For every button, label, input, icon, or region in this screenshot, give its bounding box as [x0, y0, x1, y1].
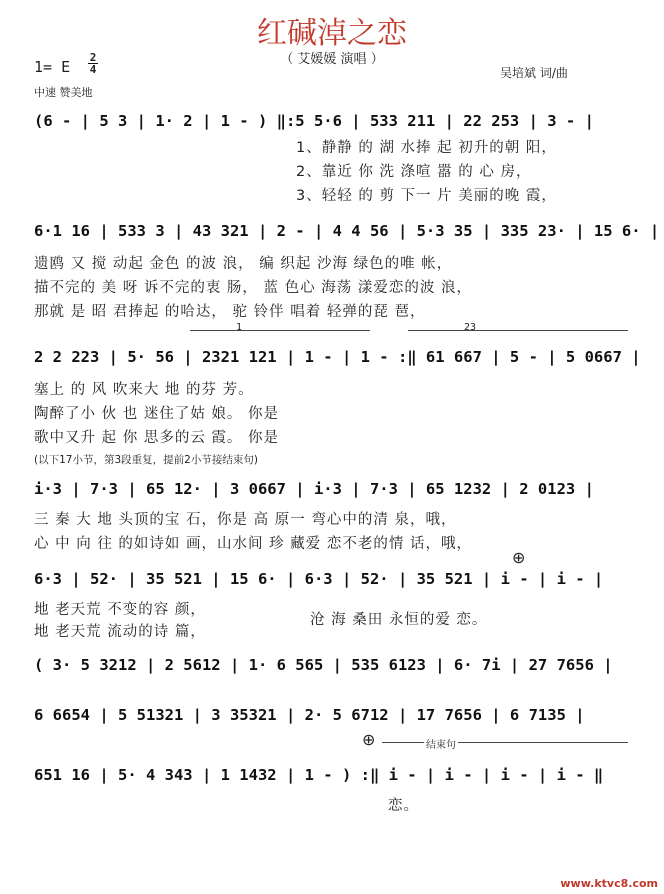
- volta-1-label: 1: [236, 322, 243, 333]
- system-8-lyric-end: 恋。: [388, 798, 419, 814]
- system-2-lyric-3: 那就 是 昭 君捧起 的哈达， 驼 铃伴 唱着 轻弹的琵 琶，: [34, 304, 426, 320]
- performance-note: (以下17小节，第3段重复，提前2小节接结束句): [34, 454, 258, 466]
- key-signature: 1= E: [34, 58, 71, 76]
- system-5-lyric-1: 地 老天荒 不变的容 颜，: [34, 602, 206, 618]
- system-4-lyric-1: 三 秦 大 地 头顶的宝 石，你是 高 原一 弯心中的清 泉，哦，: [34, 512, 457, 528]
- system-1-lyric-2: 2、靠近 你 洗 涤喧 嚣 的 心 房，: [296, 164, 532, 180]
- meter-top: 2: [89, 51, 97, 64]
- meter-bottom: 4: [89, 63, 97, 76]
- system-1-lyric-1: 1、静静 的 湖 水捧 起 初升的朝 阳，: [296, 140, 557, 156]
- system-7-notes: 6 6654 | 5 51321 | 3 35321 | 2· 5 6712 | 17 7656 | 6 7135 |: [34, 706, 585, 724]
- volta-2-bracket: [408, 330, 628, 331]
- song-title: 红碱淖之恋: [257, 16, 407, 51]
- coda-bracket: [382, 742, 628, 743]
- system-4-notes: i·3 | 7·3 | 65 12· | 3 0667 | i·3 | 7·3 | 65 1232 | 2 0123 |: [34, 480, 594, 498]
- system-3-lyric-1: 塞上 的 风 吹来大 地 的芬 芳。: [34, 382, 254, 398]
- system-2-lyric-2: 描不完的 美 呀 诉不完的衷 肠， 蓝 色心 海荡 漾爱恋的波 浪，: [34, 280, 472, 296]
- system-1-notes: (6 - | 5 3 | 1· 2 | 1 - ) ‖:5 5·6 | 533 211 | 22 253 | 3 - |: [34, 112, 594, 130]
- volta-1-bracket: [190, 330, 370, 331]
- system-4-lyric-2: 心 中 向 往 的如诗如 画，山水间 珍 藏爱 恋不老的情 话，哦，: [34, 536, 472, 552]
- system-2-lyric-1: 遗鸥 又 搅 动起 金色 的波 浪， 编 织起 沙海 绿色的唯 帐，: [34, 256, 453, 272]
- coda-label: 结束句: [424, 736, 458, 751]
- time-signature: [88, 52, 98, 75]
- coda-sign-icon: ⊕: [512, 548, 526, 567]
- system-3-lyric-2: 陶醉了小 伙 也 迷住了姑 娘。 你是: [34, 406, 280, 422]
- system-5-notes: 6·3 | 52· | 35 521 | 15 6· | 6·3 | 52· | 35 521 | i - | i - |: [34, 570, 604, 588]
- system-6-notes: ( 3· 5 3212 | 2 5612 | 1· 6 565 | 535 6123 | 6· 7i | 27 7656 |: [34, 656, 613, 674]
- system-2-notes: 6·1 16 | 533 3 | 43 321 | 2 - | 4 4 56 | 5·3 35 | 335 23· | 15 6· |: [34, 222, 660, 240]
- site-watermark: www.ktvc8.com: [560, 877, 658, 890]
- singer-credit: （ 艾媛媛 演唱 ）: [280, 52, 384, 67]
- coda-start-icon: ⊕: [362, 730, 376, 749]
- author-credit: 吴培斌 词/曲: [500, 66, 568, 80]
- system-5-lyric-2: 地 老天荒 流动的诗 篇，: [34, 624, 206, 640]
- system-8-notes: 651 16 | 5· 4 343 | 1 1432 | 1 - ) :‖ i - | i - | i - | i - ‖: [34, 766, 604, 784]
- system-5-lyric-right: 沧 海 桑田 永恒的爱 恋。: [310, 612, 488, 628]
- system-3-notes: 2 2 223 | 5· 56 | 2321 121 | 1 - | 1 - :‖ 61 667 | 5 - | 5 0667 |: [34, 348, 641, 366]
- volta-2-label: 23: [464, 322, 477, 333]
- tempo-marking: 中速 赞美地: [34, 86, 93, 99]
- system-3-lyric-3: 歌中又升 起 你 思多的云 霞。 你是: [34, 430, 280, 446]
- system-1-lyric-3: 3、轻轻 的 剪 下一 片 美丽的晚 霞，: [296, 188, 557, 204]
